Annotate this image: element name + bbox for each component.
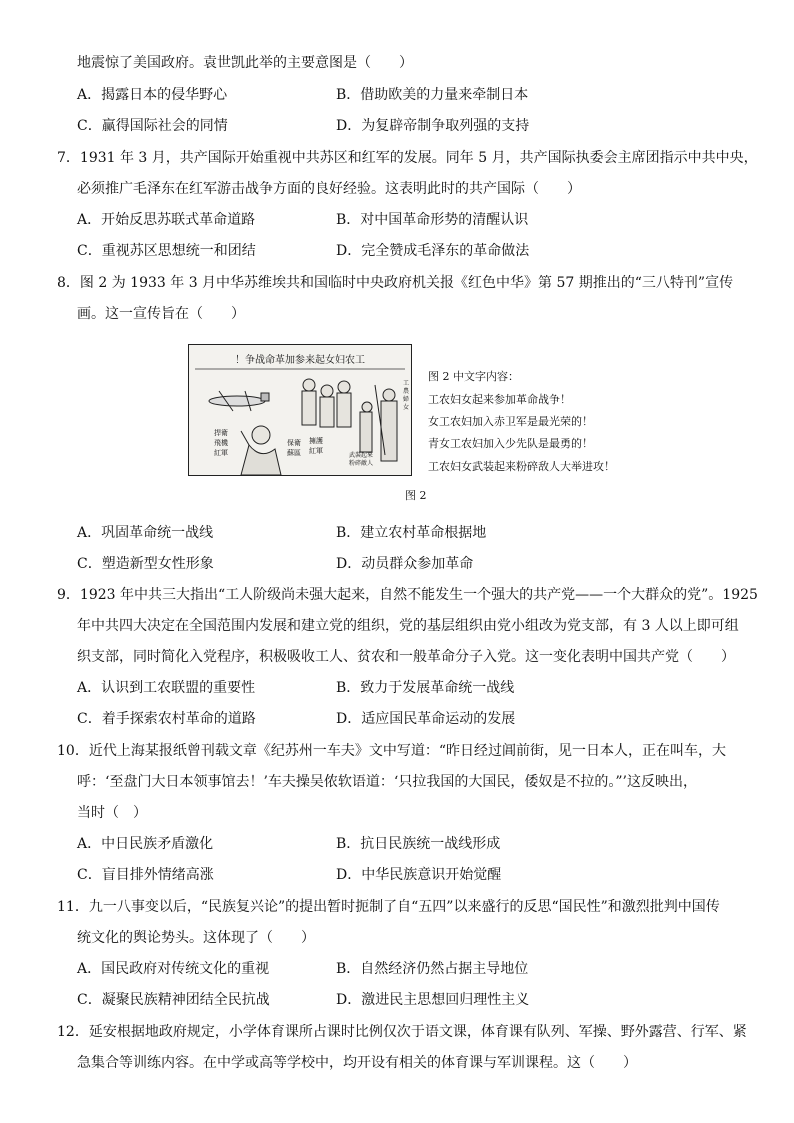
figure-text-title: 图 2 中文字内容：: [428, 370, 519, 383]
q8-option-d[interactable]: D．动员群众参加革命: [336, 556, 474, 572]
q8-option-a[interactable]: A．巩固革命统一战线: [77, 525, 214, 541]
q11-stem-line-1: 11．九一八事变以后，“民族复兴论”的提出暂时扼制了自“五四”以来盛行的反思“国民性”和激烈批判中国传: [57, 899, 720, 915]
svg-text:捍衛: 捍衛: [214, 429, 228, 437]
q11-option-c[interactable]: C．凝聚民族精神团结全民抗战: [77, 992, 270, 1008]
poster-banner: ！争战命革加参来起女妇农工: [235, 355, 365, 366]
svg-text:飛機: 飛機: [214, 439, 228, 447]
svg-text:農: 農: [403, 388, 410, 395]
svg-text:紅軍: 紅軍: [309, 447, 323, 455]
group-figures: [302, 379, 351, 427]
q6-option-d[interactable]: D．为复辟帝制争取列强的支持: [336, 118, 530, 134]
svg-text:蘇區: 蘇區: [287, 449, 301, 457]
q10-option-b[interactable]: B．抗日民族统一战线形成: [336, 836, 501, 852]
figure-text-line-1: 工农妇女起来参加革命战争！: [428, 393, 571, 406]
q10-option-a[interactable]: A．中日民族矛盾激化: [77, 836, 214, 852]
q11-stem-line-2: 统文化的舆论势头。这体现了（ ）: [77, 930, 315, 946]
q8-stem-line-1: 8．图 2 为 1933 年 3 月中华苏维埃共和国临时中央政府机关报《红色中华》第 57 期推出的“三八特刊”宣传: [57, 275, 734, 291]
q11-option-b[interactable]: B．自然经济仍然占据主导地位: [336, 961, 529, 977]
figure-text-line-3: 青女工农妇加入少先队是最勇的！: [428, 437, 593, 450]
q7-option-c[interactable]: C．重视苏区思想统一和团结: [77, 243, 256, 259]
propaganda-poster-image: [188, 344, 412, 476]
q10-stem-line-1: 10．近代上海某报纸曾刊载文章《纪苏州一车夫》文中写道：“昨日经过阊前街，见一日本人，正在叫车，大: [57, 743, 726, 759]
q12-stem-line-2: 急集合等训练内容。在中学或高等学校中，均开设有相关的体育课与军训课程。这（ ）: [77, 1055, 637, 1071]
q8-stem-line-2: 画。这一宣传旨在（ ）: [77, 306, 245, 322]
q9-stem-line-2: 年中共四大决定在全国范围内发展和建立党的组织，党的基层组织由党小组改为党支部，有 3 人以上即可组: [77, 618, 739, 634]
q7-option-a[interactable]: A．开始反思苏联式革命道路: [77, 212, 256, 228]
q6-option-a[interactable]: A．揭露日本的侵华野心: [77, 87, 228, 103]
q9-option-d[interactable]: D．适应国民革命运动的发展: [336, 711, 516, 727]
q9-option-b[interactable]: B．致力于发展革命统一战线: [336, 680, 515, 696]
q6-option-b[interactable]: B．借助欧美的力量来牵制日本: [336, 87, 529, 103]
q11-option-d[interactable]: D．激进民主思想回归理性主义: [336, 992, 530, 1008]
q10-stem-line-2: 呼：‘至盘门大日本领事馆去！’车夫操吴侬软语道：‘只拉我国的大国民，倭奴是不拉的。”’这反映出，: [77, 774, 697, 790]
figure-caption: 图 2: [405, 489, 427, 502]
svg-text:紅軍: 紅軍: [214, 449, 228, 457]
q11-option-a[interactable]: A．国民政府对传统文化的重视: [77, 961, 270, 977]
q7-option-b[interactable]: B．对中国革命形势的清醒认识: [336, 212, 529, 228]
q9-option-c[interactable]: C．着手探索农村革命的道路: [77, 711, 256, 727]
svg-text:女: 女: [403, 404, 410, 411]
q8-option-c[interactable]: C．塑造新型女性形象: [77, 556, 214, 572]
q10-option-c[interactable]: C．盲目排外情绪高涨: [77, 867, 214, 883]
q9-stem-line-3: 织支部，同时简化入党程序，积极吸收工人、贫农和一般革命分子入党。这一变化表明中国共产党（ ）: [77, 649, 735, 665]
q10-stem-line-3: 当时（ ）: [77, 805, 147, 821]
figure-text-line-2: 女工农妇加入赤卫军是最光荣的！: [428, 415, 593, 428]
svg-text:粉碎敵人: 粉碎敵人: [349, 460, 374, 467]
q9-option-a[interactable]: A．认识到工农联盟的重要性: [77, 680, 256, 696]
q6-stem: 地震惊了美国政府。袁世凯此举的主要意图是（ ）: [77, 55, 413, 71]
q9-stem-line-1: 9．1923 年中共三大指出“工人阶级尚未强大起来，自然不能发生一个强大的共产党——一个大群众的党”。1925: [57, 587, 758, 603]
q6-option-c[interactable]: C．赢得国际社会的同情: [77, 118, 228, 134]
q12-stem-line-1: 12．延安根据地政府规定，小学体育课所占课时比例仅次于语文课，体育课有队列、军操、野外露营、行军、紧: [57, 1024, 747, 1040]
q10-option-d[interactable]: D．中华民族意识开始觉醒: [336, 867, 502, 883]
q8-option-b[interactable]: B．建立农村革命根据地: [336, 525, 487, 541]
figure-text-line-4: 工农妇女武装起来粉碎敌人大举进攻！: [428, 460, 615, 473]
q7-stem-line-2: 必须推广毛泽东在红军游击战争方面的良好经验。这表明此时的共产国际（ ）: [77, 181, 581, 197]
svg-text:武裝起來: 武裝起來: [349, 452, 374, 459]
q7-stem-line-1: 7．1931 年 3 月，共产国际开始重视中共苏区和红军的发展。同年 5 月，共产国际执委会主席团指示中共中央，: [57, 150, 758, 166]
svg-text:工: 工: [403, 380, 410, 387]
svg-text:婦: 婦: [403, 396, 410, 403]
svg-text:保衛: 保衛: [287, 439, 301, 447]
q7-option-d[interactable]: D．完全赞成毛泽东的革命做法: [336, 243, 530, 259]
svg-text:擁護: 擁護: [309, 437, 323, 445]
